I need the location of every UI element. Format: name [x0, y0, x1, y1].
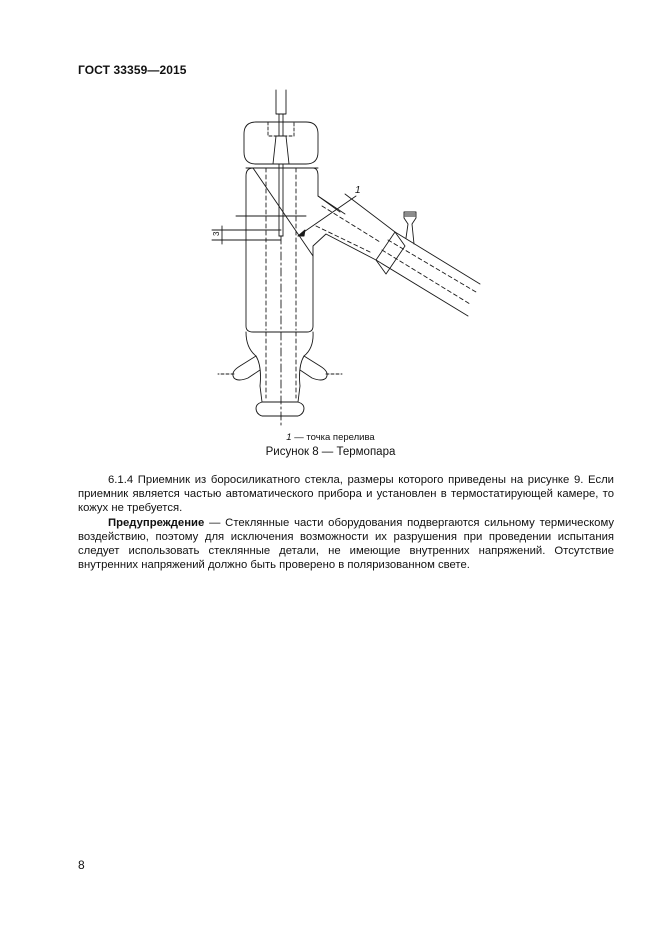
bottom-flask	[246, 332, 313, 402]
paragraph-6-1-4: 6.1.4 Приемник из боросиликатного стекла, размеры которого приведены на рисунке 9. Если приемник является частью автоматического прибора и установлен в термостатирующей камере, то кожух не требуется.	[78, 474, 614, 515]
stopper-cap	[244, 122, 318, 164]
warning-title: Предупреждение	[108, 516, 205, 529]
callout-label: 1	[355, 185, 361, 196]
figure-legend	[0, 432, 661, 443]
warning-text: — Стеклянные части оборудования подвергаются сильному термическому воздействию, поэтому для исключения возможности их разрушения при проведении испытания следует использовать стеклянные детали, не имеющие внутренних напряжений. Отсутствие внутренних напряжений должно быть проверено в поляризованном свете.	[78, 516, 614, 572]
body-text	[78, 473, 614, 572]
dimension-label: 3	[212, 231, 221, 236]
thermocouple-drawing	[200, 86, 500, 431]
figure-caption: Рисунок 8 — Термопара	[265, 446, 396, 458]
receiver-body	[246, 168, 340, 332]
document-header: ГОСТ 33359—2015	[78, 63, 187, 77]
legend-text: — точка перелива	[291, 432, 375, 443]
warning-paragraph	[78, 516, 614, 573]
side-arm	[318, 196, 345, 214]
vent-tube	[404, 212, 416, 244]
page-number: 8	[78, 858, 85, 872]
probe-top	[276, 90, 286, 114]
legend-number: 1	[286, 432, 292, 443]
thermocouple-figure	[200, 86, 500, 431]
